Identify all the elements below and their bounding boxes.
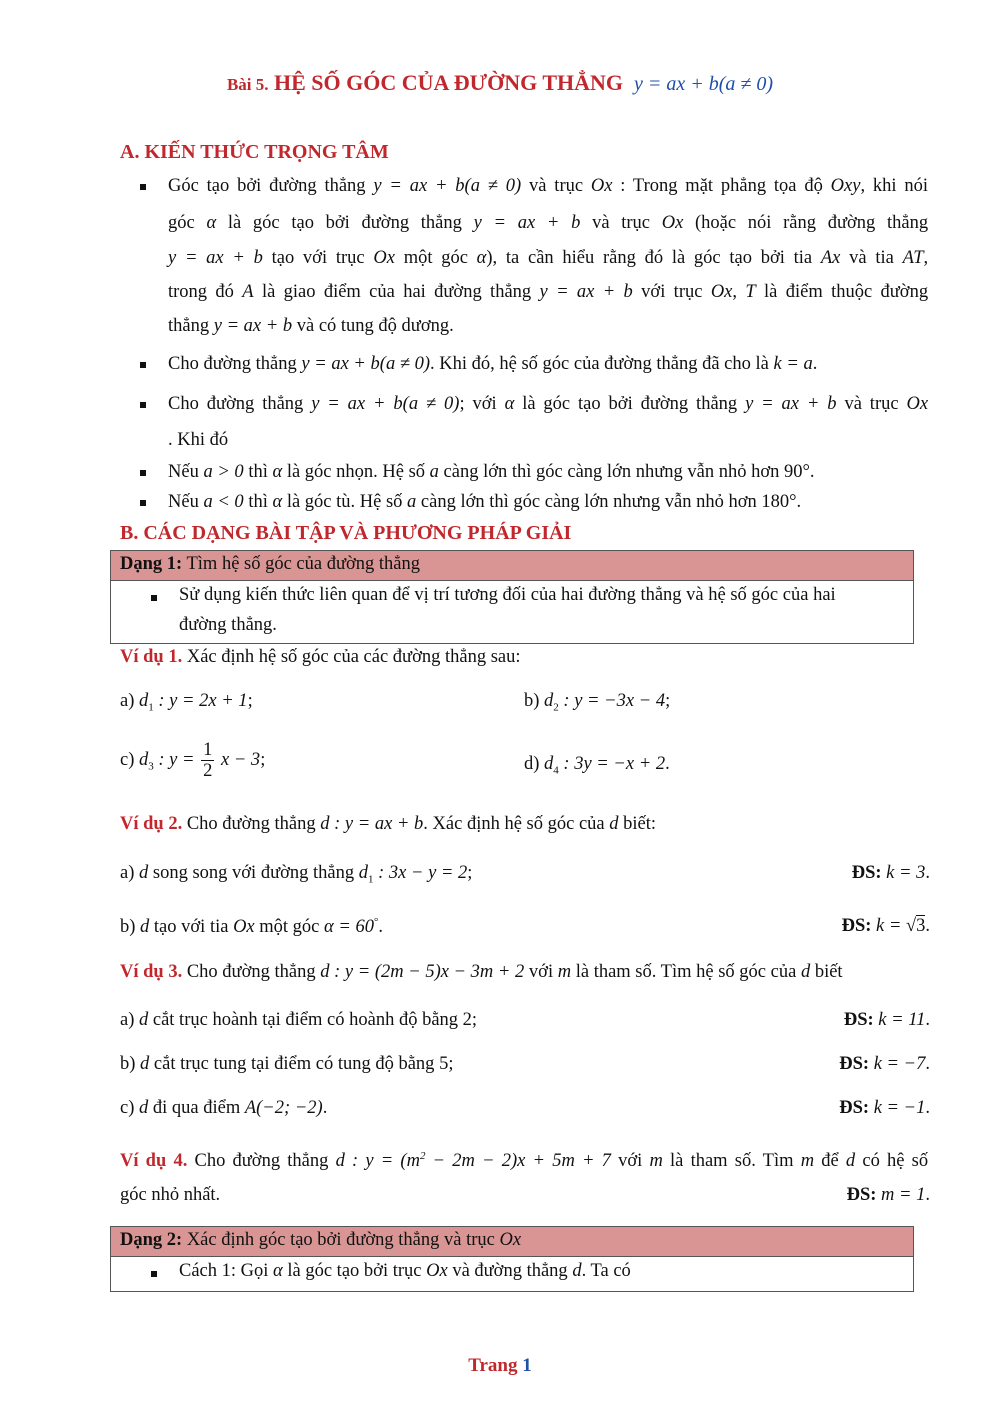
text: ; xyxy=(260,749,266,770)
vd4-label: Ví dụ 4. xyxy=(120,1151,188,1172)
radicand: 3 xyxy=(916,916,926,936)
math: d xyxy=(800,962,811,982)
text: . Xác định hệ số góc của xyxy=(423,814,605,834)
vd1-statement xyxy=(120,647,521,668)
vd1-b xyxy=(524,691,670,714)
text: và đường thẳng xyxy=(452,1261,568,1281)
dang1-line1: Sử dụng kiến thức liên quan để vị trí tương đối của hai đường thẳng và hệ số góc của hai xyxy=(179,585,836,605)
text: là tham số. Tìm xyxy=(670,1151,794,1172)
text: là điểm thuộc đường xyxy=(764,282,929,302)
text: thì xyxy=(248,462,268,482)
math: m xyxy=(557,962,572,982)
text: Cách 1: Gọi xyxy=(179,1261,269,1281)
math: Oxy xyxy=(830,176,861,196)
math: d xyxy=(358,863,368,883)
section-a-heading: A. KIẾN THỨC TRỌNG TÂM xyxy=(120,141,389,163)
sqrt-symbol: √ xyxy=(905,916,917,936)
title-prefix: Bài 5. xyxy=(226,75,269,94)
text: là giao điểm của hai đường thẳng xyxy=(261,282,532,302)
vd4-line2: góc nhỏ nhất. xyxy=(120,1185,221,1205)
math: y = ax + b xyxy=(213,316,293,336)
bullet-icon xyxy=(140,396,152,417)
math-sub: 2 xyxy=(553,701,559,714)
a-bullet2 xyxy=(168,354,817,375)
text: Nếu xyxy=(168,462,199,482)
dang1-line2: đường thẳng. xyxy=(179,615,277,635)
math: m = 1 xyxy=(881,1185,926,1205)
math-sub: 3 xyxy=(148,760,154,773)
ds-label: ĐS: xyxy=(839,1098,870,1118)
math: d : y = (2m − 5)x − 3m + 2 xyxy=(320,962,525,982)
text: ; với xyxy=(459,394,497,414)
math-sub: 1 xyxy=(148,701,154,714)
text: Góc tạo bởi đường thẳng xyxy=(168,176,366,196)
page-footer xyxy=(0,1355,1000,1377)
text: . xyxy=(925,916,930,936)
text: là góc tạo bởi đường thẳng xyxy=(227,213,462,233)
math: Ox xyxy=(499,1230,522,1250)
a-bullet1-line2 xyxy=(168,213,928,234)
math: 180° xyxy=(761,492,797,512)
math: y = ax + b xyxy=(168,248,263,268)
text: và có tung độ dương. xyxy=(296,316,454,336)
text: và tia xyxy=(849,248,894,268)
text: . xyxy=(925,1054,930,1074)
vd1-c xyxy=(120,740,265,781)
ds-label: ĐS: xyxy=(839,1054,870,1074)
text: là góc tù. Hệ số xyxy=(286,492,403,512)
fraction-numerator: 1 xyxy=(203,740,213,760)
vd2-b xyxy=(120,916,383,938)
math: 2 xyxy=(462,1010,472,1030)
math: y = ax + b(a ≠ 0) xyxy=(301,354,431,374)
math-part: − 2m − 2)x + 5m + 7 xyxy=(425,1151,611,1172)
math: d xyxy=(139,863,149,883)
math: k = 11 xyxy=(878,1010,926,1030)
vd2-a-answer xyxy=(852,863,930,884)
vd1-label: Ví dụ 1. xyxy=(120,647,183,667)
text: . xyxy=(378,917,383,938)
text: b) xyxy=(120,1054,136,1074)
text: ; xyxy=(471,1010,478,1030)
bullet-icon xyxy=(140,464,152,485)
math: Ox xyxy=(710,282,733,302)
bullet-icon xyxy=(140,178,152,199)
text: d) xyxy=(524,754,540,774)
text: với xyxy=(618,1151,643,1172)
math: k = 3 xyxy=(886,863,926,883)
math xyxy=(336,1151,611,1171)
math: y = ax + b(a ≠ 0) xyxy=(373,176,522,196)
math: α xyxy=(206,213,217,233)
text: : Trong mặt phẳng tọa độ xyxy=(620,176,823,196)
text: Xác định hệ số góc của các đường thẳng sau: xyxy=(186,647,521,667)
math: k = −1 xyxy=(873,1098,926,1118)
math: k = −7 xyxy=(873,1054,926,1074)
degree-mark: ° xyxy=(373,916,379,928)
math-sub: 1 xyxy=(367,873,374,886)
text: trong đó xyxy=(168,282,234,302)
vd2-statement xyxy=(120,814,656,835)
text: và trục xyxy=(592,213,650,233)
a-bullet3-line2: . Khi đó xyxy=(168,430,229,450)
a-bullet4 xyxy=(168,462,815,483)
math: d xyxy=(544,691,554,711)
text: Cho đường thẳng xyxy=(194,1151,329,1172)
dang1-title: Tìm hệ số góc của đường thẳng xyxy=(186,554,421,574)
vd3-c-answer xyxy=(839,1098,930,1119)
math-sub: 4 xyxy=(553,764,559,777)
text: . xyxy=(812,354,818,374)
text: , xyxy=(732,282,738,302)
math: : y = −3x − 4 xyxy=(563,691,666,711)
vd3-b xyxy=(120,1054,453,1075)
math: d xyxy=(139,1010,149,1030)
dang2-title: Xác định góc tạo bởi đường thẳng và trục xyxy=(186,1230,495,1250)
dang1-box xyxy=(110,550,914,644)
text: là tham số. Tìm hệ số góc của xyxy=(575,962,797,982)
text: . xyxy=(665,754,670,774)
text: song song với đường thẳng xyxy=(152,863,355,883)
text: là góc tạo bởi trục xyxy=(287,1261,422,1281)
text: b) xyxy=(120,917,136,938)
footer-label: Trang xyxy=(468,1355,518,1376)
text: . xyxy=(925,1185,930,1205)
math: : y = 2x + 1 xyxy=(158,691,248,711)
text: biết: xyxy=(623,814,657,834)
vd3-b-answer xyxy=(839,1054,930,1075)
math: α xyxy=(476,248,487,268)
a-bullet1-line3: y = ax + b tạo với trục Ox một góc α), ta cần hiểu rằng đó là góc tạo bởi tia Ax và tia AT, xyxy=(168,248,929,268)
dang2-label: Dạng 2: xyxy=(120,1230,183,1250)
vd2-label: Ví dụ 2. xyxy=(120,814,183,834)
math: k = a xyxy=(773,354,813,374)
math: Ox xyxy=(590,176,613,196)
math: d xyxy=(140,1054,150,1074)
bullet-icon xyxy=(151,1265,163,1286)
vd1-d xyxy=(524,754,670,777)
text: Nếu xyxy=(168,492,199,512)
text: ; xyxy=(247,691,253,711)
math: a < 0 xyxy=(203,492,244,512)
bullet-icon xyxy=(151,589,163,610)
math: m xyxy=(800,1151,815,1172)
math: a xyxy=(429,462,439,482)
text: biết xyxy=(814,962,843,982)
vd3-statement xyxy=(120,962,843,983)
text: . xyxy=(796,492,802,512)
a-bullet5 xyxy=(168,492,801,513)
title-main: HỆ SỐ GÓC CỦA ĐƯỜNG THẲNG xyxy=(274,70,623,95)
vd1-a xyxy=(120,691,253,714)
vd2-b-answer xyxy=(842,916,930,937)
text: tạo với trục xyxy=(271,248,365,268)
text: ; xyxy=(467,863,473,883)
text: là góc nhọn. Hệ số xyxy=(286,462,426,482)
math: A(−2; −2) xyxy=(244,1098,323,1118)
math: Ox xyxy=(906,394,929,414)
text: . xyxy=(925,1098,930,1118)
text: càng lớn thì góc càng lớn nhưng vẫn nhỏ hơn xyxy=(443,462,780,482)
math: d xyxy=(139,749,149,770)
text: (hoặc nói rằng đường thẳng xyxy=(695,213,929,233)
math: 90° xyxy=(783,462,810,482)
math: y = ax + b xyxy=(473,213,581,233)
math: y = ax + b xyxy=(745,394,837,414)
math: Ox xyxy=(426,1261,448,1281)
text: là góc tạo bởi đường thẳng xyxy=(522,394,738,414)
vd3-label: Ví dụ 3. xyxy=(120,962,183,982)
text: cắt trục hoành tại điểm có hoành độ bằng xyxy=(152,1010,459,1030)
math: d xyxy=(609,814,619,834)
math: 5 xyxy=(439,1054,449,1074)
bullet-icon xyxy=(140,356,152,377)
text: ), ta cần hiểu rằng đó là góc tạo bởi tia xyxy=(486,248,813,268)
page-title xyxy=(0,70,1000,96)
vd3-c xyxy=(120,1098,327,1119)
text: thì xyxy=(248,492,268,512)
vd3-a-answer xyxy=(844,1010,930,1031)
text: a) xyxy=(120,1010,135,1030)
ds-label: ĐS: xyxy=(846,1185,877,1205)
text: a) xyxy=(120,691,135,711)
text: Cho đường thẳng xyxy=(168,394,304,414)
ds-label: ĐS: xyxy=(851,863,882,883)
math: α xyxy=(273,1261,283,1281)
title-formula: y = ax + b(a ≠ 0) xyxy=(634,73,774,95)
text: với xyxy=(528,962,554,982)
dang2-box xyxy=(110,1226,914,1292)
vd4-line1 xyxy=(120,1150,928,1172)
text: . xyxy=(322,1098,328,1118)
text: c) xyxy=(120,1098,135,1118)
vd3-a xyxy=(120,1010,477,1031)
math: T xyxy=(745,282,756,302)
text: có hệ số xyxy=(862,1151,929,1172)
math: y = ax + b(a ≠ 0) xyxy=(311,394,460,414)
text: tạo với tia xyxy=(153,917,229,938)
dang2-line1 xyxy=(179,1261,631,1282)
fraction-denominator: 2 xyxy=(203,761,213,781)
dang2-header xyxy=(111,1227,913,1257)
math-part: d : y = (m xyxy=(335,1151,420,1172)
page-number: 1 xyxy=(522,1355,532,1376)
math: : 3x − y = 2 xyxy=(378,863,468,883)
text: ; xyxy=(448,1054,454,1074)
text: ; xyxy=(665,691,671,711)
math: α xyxy=(504,394,515,414)
text: và trục xyxy=(529,176,584,196)
text: một góc xyxy=(403,248,468,268)
section-b-heading: B. CÁC DẠNG BÀI TẬP VÀ PHƯƠNG PHÁP GIẢI xyxy=(120,522,572,544)
text: Cho đường thẳng xyxy=(186,814,316,834)
ds-label: ĐS: xyxy=(843,1010,874,1030)
dang1-label: Dạng 1: xyxy=(120,554,183,574)
text: Cho đường thẳng xyxy=(168,354,297,374)
math: d : y = ax + b xyxy=(320,814,424,834)
text: thẳng xyxy=(168,316,210,336)
math-exponent: 2 xyxy=(419,1150,426,1162)
fraction xyxy=(201,740,214,781)
bullet-icon xyxy=(140,494,152,515)
math: : 3y = −x + 2 xyxy=(563,754,666,774)
math: d xyxy=(572,1261,582,1281)
a-bullet1-line4 xyxy=(168,282,928,303)
text: . xyxy=(925,863,930,883)
text: . Ta có xyxy=(581,1261,631,1281)
math: m xyxy=(649,1151,663,1172)
math: Ox xyxy=(233,917,255,938)
math: Ax xyxy=(820,248,841,268)
text: . xyxy=(925,1010,930,1030)
math: k = xyxy=(876,916,906,936)
text: . xyxy=(809,462,815,482)
math: a xyxy=(407,492,417,512)
dang1-header xyxy=(111,551,913,581)
math: : y = xyxy=(158,749,195,770)
text: , khi nói xyxy=(860,176,929,196)
math: A xyxy=(242,282,254,302)
math: d xyxy=(845,1151,856,1172)
text: và trục xyxy=(844,394,899,414)
math: α xyxy=(272,492,283,512)
vd2-a xyxy=(120,863,472,886)
text: góc xyxy=(168,213,195,233)
math: y = ax + b xyxy=(539,282,633,302)
text: cắt trục tung tại điểm có tung độ bằng xyxy=(153,1054,435,1074)
text: a) xyxy=(120,863,135,883)
text: . Khi đó, hệ số góc của đường thẳng đã cho là xyxy=(430,354,769,374)
math: AT xyxy=(902,248,924,268)
text: b) xyxy=(524,691,540,711)
math: d xyxy=(544,754,554,774)
math: a > 0 xyxy=(203,462,244,482)
math: α xyxy=(272,462,283,482)
text: càng lớn thì góc càng lớn nhưng vẫn nhỏ hơn xyxy=(420,492,757,512)
math: d xyxy=(139,691,149,711)
math: d xyxy=(140,917,150,938)
a-bullet1-line1 xyxy=(168,176,928,197)
vd4-answer xyxy=(847,1185,930,1206)
math: Ox xyxy=(661,213,684,233)
text: một góc xyxy=(259,917,320,938)
text: Cho đường thẳng xyxy=(186,962,316,982)
text: với trục xyxy=(641,282,703,302)
text: đi qua điểm xyxy=(152,1098,241,1118)
math: α = 60 xyxy=(324,917,374,938)
ds-label: ĐS: xyxy=(841,916,872,936)
text: c) xyxy=(120,749,135,770)
math: x − 3 xyxy=(220,749,261,770)
a-bullet1-line5 xyxy=(168,316,454,337)
math: d xyxy=(139,1098,149,1118)
math: Ox xyxy=(373,248,395,268)
text: để xyxy=(821,1151,839,1172)
a-bullet3-line1 xyxy=(168,394,928,415)
